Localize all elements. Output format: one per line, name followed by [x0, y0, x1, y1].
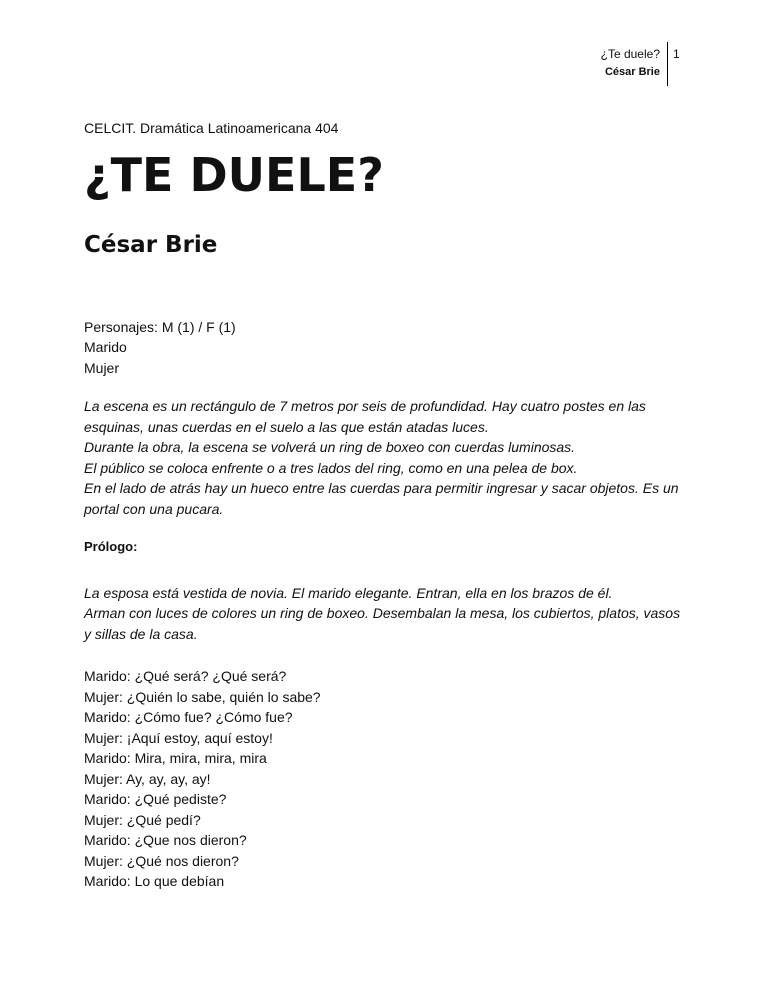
direction-line: Durante la obra, la escena se volverá un ring de boxeo con cuerdas luminosas. — [84, 439, 576, 455]
dialogue-line: Mujer: ¿Quién lo sabe, quién lo sabe? — [84, 688, 321, 705]
play-author: César Brie — [84, 231, 218, 258]
direction-line: En el lado de atrás hay un hueco entre las cuerdas para permitir ingresar y sacar objetos. Es un portal con una pucara. — [84, 480, 679, 517]
dialogue-line: Marido: ¿Qué pediste? — [84, 791, 227, 807]
page-body — [84, 118, 684, 892]
page-number: 1 — [673, 47, 680, 61]
dialogue-line: Mujer: ¡Aquí estoy, aquí estoy! — [84, 729, 273, 746]
dialogue-line: Marido: ¿Qué será? ¿Qué será? — [84, 668, 287, 684]
direction-line: El público se coloca enfrente o a tres lados del ring, como en una pelea de box. — [84, 459, 578, 476]
characters-line: Mujer — [84, 359, 120, 376]
prologue-heading: Prólogo: — [84, 539, 138, 554]
header-divider — [667, 42, 668, 86]
dialogue-line: Mujer: ¿Qué nos dieron? — [84, 852, 239, 869]
source-line: CELCIT. Dramática Latinoamericana 404 — [84, 120, 339, 136]
dialogue-line: Marido: Lo que debían — [84, 873, 225, 889]
dialogue-line: Mujer: ¿Qué pedí? — [84, 811, 201, 828]
dialogue — [84, 666, 684, 892]
prologue-directions — [84, 583, 684, 645]
characters-line: Marido — [84, 339, 127, 355]
characters-list — [84, 317, 684, 379]
dialogue-line: Mujer: Ay, ay, ay, ay! — [84, 770, 211, 787]
characters-line: Personajes: M (1) / F (1) — [84, 318, 236, 335]
direction-line: La escena es un rectángulo de 7 metros por seis de profundidad. Hay cuatro postes en las esquinas, unas cuerdas en el suelo a las que están atadas luces. — [84, 398, 646, 435]
direction-line: Arman con luces de colores un ring de boxeo. Desembalan la mesa, los cubiertos, platos, vasos y sillas de la casa. — [84, 605, 681, 642]
dialogue-line: Marido: Mira, mira, mira, mira — [84, 750, 267, 766]
play-title: ¿TE DUELE? — [84, 147, 384, 202]
dialogue-line: Marido: ¿Cómo fue? ¿Cómo fue? — [84, 709, 293, 725]
direction-line: La esposa está vestida de novia. El marido elegante. Entran, ella en los brazos de él. — [84, 584, 613, 601]
dialogue-line: Marido: ¿Que nos dieron? — [84, 832, 247, 848]
stage-directions — [84, 396, 684, 519]
running-header-title: ¿Te duele? — [600, 47, 660, 61]
running-header-author: César Brie — [604, 66, 660, 78]
